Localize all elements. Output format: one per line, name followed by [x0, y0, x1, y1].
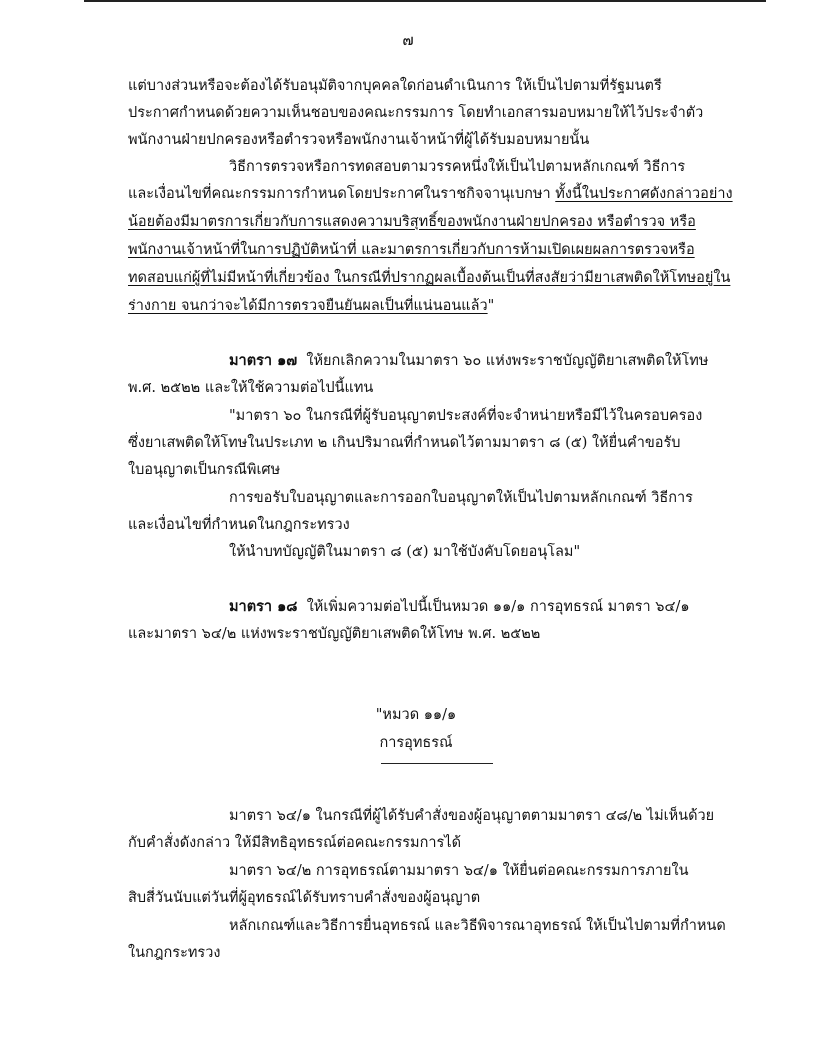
text-line: มาตรา ๖๔/๑ ในกรณีที่ผู้ได้รับคำสั่งของผู้อนุญาตตามมาตรา ๔๘/๒ ไม่เห็นด้วย [229, 808, 715, 824]
section-18-line [229, 597, 690, 617]
chapter-title: การอุทธรณ์ [379, 735, 453, 751]
text-line: ประกาศกำหนดด้วยความเห็นชอบของคณะกรรมการ โดยทำเอกสารมอบหมายให้ไว้ประจำตัว [128, 105, 704, 121]
text-line: ให้นำบทบัญญัติในมาตรา ๘ (๕) มาใช้บังคับโดยอนุโลม" [229, 544, 581, 560]
underlined-text-line: ทดสอบแก่ผู้ที่ไม่มีหน้าที่เกี่ยวข้อง ในกรณีที่ปรากฏผลเบื้องต้นเป็นที่สงสัยว่ามียาเสพติดให้โทษอยู่ใน [128, 270, 731, 286]
text-line [128, 296, 494, 316]
text-line: พ.ศ. ๒๕๒๒ และให้ใช้ความต่อไปนี้แทน [128, 380, 374, 396]
chapter-divider [381, 763, 493, 764]
text-line: พนักงานฝ่ายปกครองหรือตำรวจหรือพนักงานเจ้าหน้าที่ผู้ได้รับมอบหมายนั้น [128, 132, 590, 148]
page-number: ๗ [402, 31, 414, 49]
text-line: หลักเกณฑ์และวิธีการยื่นอุทธรณ์ และวิธีพิจารณาอุทธรณ์ ให้เป็นไปตามที่กำหนด [229, 918, 726, 934]
underlined-text-line: พนักงานเจ้าหน้าที่ในการปฏิบัติหน้าที่ และมาตรการเกี่ยวกับการห้ามเปิดเผยผลการตรวจหรือ [128, 242, 695, 258]
section-17-line [229, 351, 708, 371]
underlined-text-line: น้อยต้องมีมาตรการเกี่ยวกับการแสดงความบริสุทธิ์ของพนักงานฝ่ายปกครอง หรือตำรวจ หรือ [128, 214, 696, 230]
closing-quote: " [487, 298, 495, 314]
chapter-heading: "หมวด ๑๑/๑ [375, 707, 457, 723]
text-line: วิธีการตรวจหรือการทดสอบตามวรรคหนึ่งให้เป็นไปตามหลักเกณฑ์ วิธีการ [229, 159, 686, 175]
text-line: "มาตรา ๖๐ ในกรณีที่ผู้รับอนุญาตประสงค์ที่จะจำหน่ายหรือมีไว้ในครอบครอง [229, 408, 703, 424]
text-segment: และเงื่อนไขที่คณะกรรมการกำหนดโดยประกาศในราชกิจจานุเบกษา [128, 186, 556, 202]
text-line: และเงื่อนไขที่กำหนดในกฎกระทรวง [128, 517, 350, 533]
text-line: แต่บางส่วนหรือจะต้องได้รับอนุมัติจากบุคคลใดก่อนดำเนินการ ให้เป็นไปตามที่รัฐมนตรี [128, 78, 662, 94]
text-line: สิบสี่วันนับแต่วันที่ผู้อุทธรณ์ได้รับทราบคำสั่งของผู้อนุญาต [128, 890, 481, 906]
section-18-label: มาตรา ๑๘ [229, 598, 298, 615]
text-line [128, 184, 733, 204]
text-line: มาตรา ๖๔/๒ การอุทธรณ์ตามมาตรา ๖๔/๑ ให้ยื่นต่อคณะกรรมการภายใน [229, 863, 689, 879]
text-line: ซึ่งยาเสพติดให้โทษในประเภท ๒ เกินปริมาณที่กำหนดไว้ตามมาตรา ๘ (๕) ให้ยื่นคำขอรับ [128, 435, 681, 451]
text-line: ใบอนุญาตเป็นกรณีพิเศษ [128, 462, 281, 478]
underlined-text: ทั้งนี้ในประกาศดังกล่าวอย่าง [555, 186, 733, 202]
text-line: กับคำสั่งดังกล่าว ให้มีสิทธิอุทธรณ์ต่อคณะกรรมการได้ [128, 835, 462, 851]
underlined-text: ร่างกาย จนกว่าจะได้มีการตรวจยืนยันผลเป็นที่แน่นอนแล้ว [128, 298, 488, 314]
top-border-line [84, 0, 766, 2]
section-17-label: มาตรา ๑๗ [229, 352, 298, 369]
text-line: การขอรับใบอนุญาตและการออกใบอนุญาตให้เป็นไปตามหลักเกณฑ์ วิธีการ [229, 490, 693, 506]
text-segment: ให้เพิ่มความต่อไปนี้เป็นหมวด ๑๑/๑ การอุทธรณ์ มาตรา ๖๔/๑ [306, 599, 690, 615]
text-line: และมาตรา ๖๔/๒ แห่งพระราชบัญญัติยาเสพติดให้โทษ พ.ศ. ๒๕๒๒ [128, 626, 541, 642]
text-line: ในกฎกระทรวง [128, 945, 221, 961]
text-segment: ให้ยกเลิกความในมาตรา ๖๐ แห่งพระราชบัญญัติยาเสพติดให้โทษ [306, 353, 709, 369]
